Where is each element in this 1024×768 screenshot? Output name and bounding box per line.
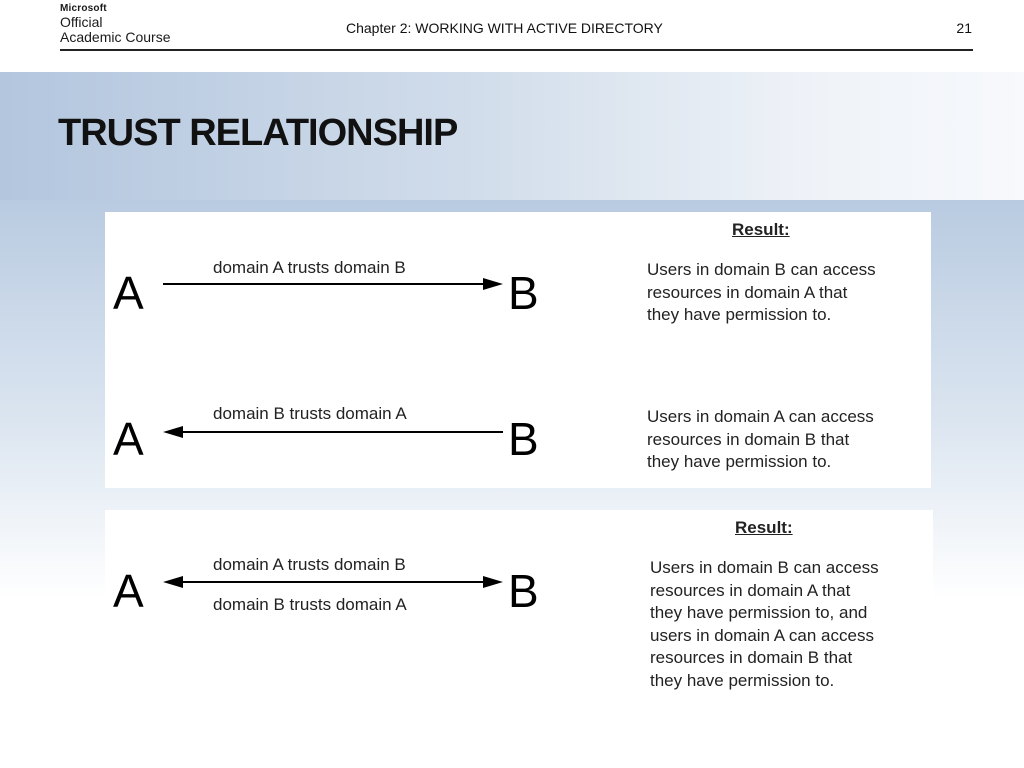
- result-text-2: Users in domain A can access resources in domain B that they have permission to.: [647, 407, 874, 471]
- node-a: A: [113, 267, 144, 319]
- result-text: Users in domain B can access resources in domain A that they have permission to, and users in domain A can access resources in domain B that they have permission to.: [650, 558, 879, 690]
- two-way-trust-diagram: [105, 510, 933, 700]
- header-divider: [60, 49, 973, 51]
- course-logo: [60, 4, 171, 44]
- trust-label-bottom: domain B trusts domain A: [213, 595, 407, 614]
- result-heading: Result:: [735, 518, 793, 537]
- trust-label-top: domain A trusts domain B: [213, 555, 406, 574]
- result-heading: Result:: [732, 220, 790, 239]
- left-arrow-icon: [161, 424, 505, 440]
- logo-brand: Microsoft: [60, 3, 107, 14]
- node-b: B: [508, 565, 539, 617]
- node-a: A: [113, 413, 144, 465]
- node-b: B: [508, 267, 539, 319]
- node-a: A: [113, 565, 144, 617]
- node-b: B: [508, 413, 539, 465]
- bidirectional-arrow-icon: [161, 574, 505, 590]
- one-way-trust-diagram: [105, 212, 931, 488]
- trust-label: domain B trusts domain A: [213, 404, 407, 423]
- logo-line-1: Official: [60, 14, 103, 30]
- trust-label: domain A trusts domain B: [213, 258, 406, 277]
- chapter-title: Chapter 2: WORKING WITH ACTIVE DIRECTORY: [346, 20, 663, 36]
- page-number: 21: [956, 20, 972, 36]
- result-text-1: Users in domain B can access resources in domain A that they have permission to.: [647, 260, 876, 324]
- slide-title: TRUST RELATIONSHIP: [58, 112, 458, 154]
- right-arrow-icon: [161, 276, 505, 292]
- logo-line-2: Academic Course: [60, 29, 171, 45]
